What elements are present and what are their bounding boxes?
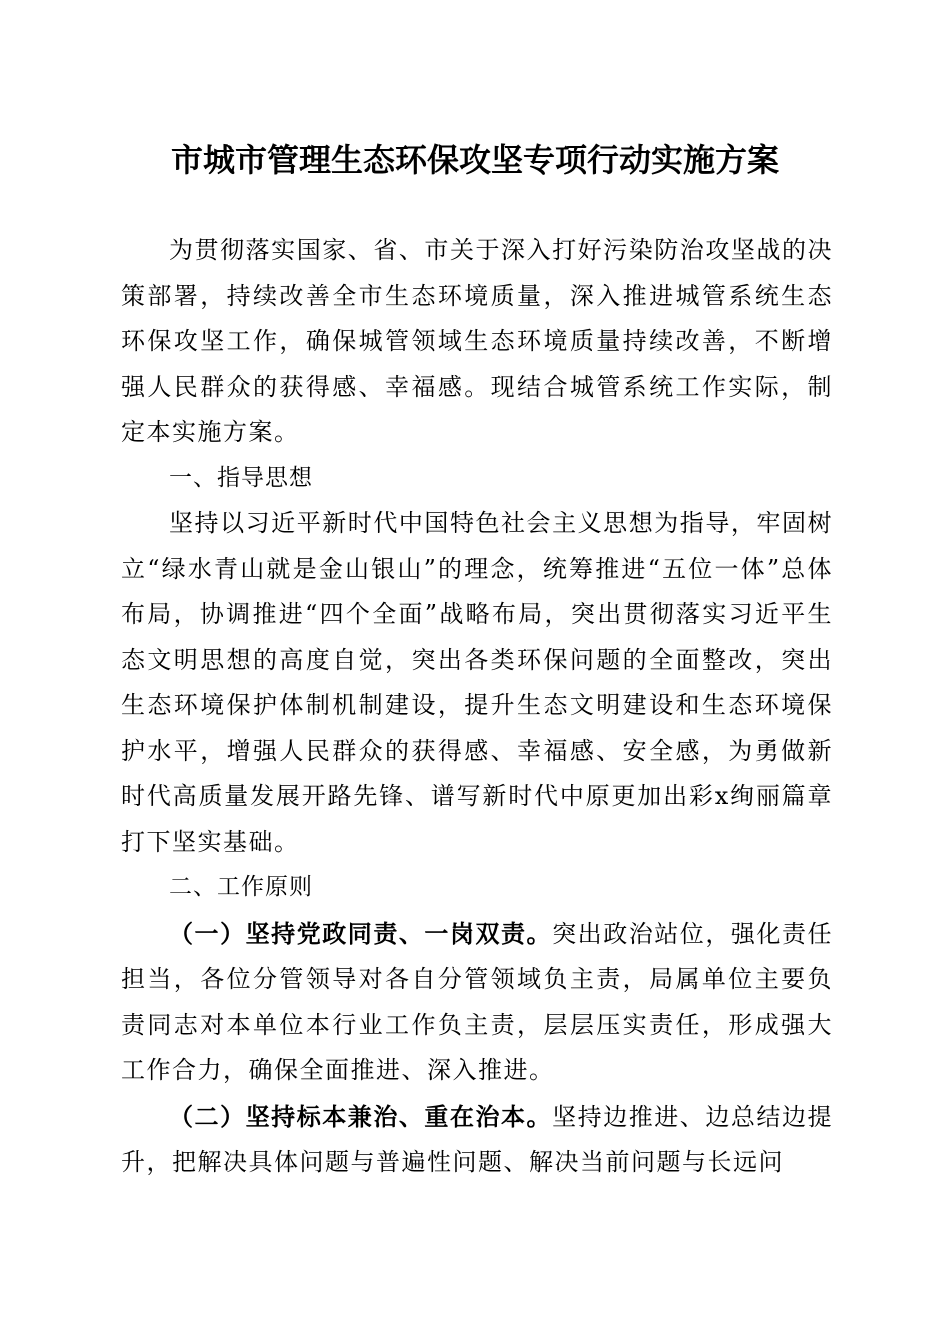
section-heading-work-principles: 二、工作原则 xyxy=(169,874,313,900)
intro-paragraph: 为贯彻落实国家、省、市关于深入打好污染防治攻坚战的决策部署，持续改善全市生态环境质量，深入推进城管系统生态环保攻坚工作，确保城管领域生态环境质量持续改善，不断增强人民群众的获得感、幸福感。现结合城管系统工作实际，制定本实施方案。 xyxy=(121,236,833,446)
principle-paragraph-2 xyxy=(121,1094,833,1186)
document-body xyxy=(121,228,833,1186)
section-heading-guiding-ideology: 一、指导思想 xyxy=(169,464,313,491)
principle-2-text: 坚持边推进、边总结边提升，把解决具体问题与普遍性问题、解决当前问题与长远问 xyxy=(121,1102,834,1176)
document-title: 市城市管理生态环保攻坚专项行动实施方案 xyxy=(170,141,779,179)
principle-paragraph-1 xyxy=(121,911,833,1094)
principle-1-lead: （一）坚持党政同责、一岗双责。 xyxy=(169,918,553,948)
principle-2-lead: （二）坚持标本兼治、重在治本。 xyxy=(169,1101,553,1131)
principle-1-text: 突出政治站位，强化责任担当，各位分管领导对各自分管领域负主责，局属单位主要负责同志对本单位本行业工作负主责，层层压实责任，形成强大工作合力，确保全面推进、深入推进。 xyxy=(121,919,834,1084)
guiding-ideology-paragraph: 坚持以习近平新时代中国特色社会主义思想为指导，牢固树立“绿水青山就是金山银山”的理念，统筹推进“五位一体”总体布局，协调推进“四个全面”战略布局，突出贯彻落实习近平生态文明思想的高度自觉，突出各类环保问题的全面整改，突出生态环境保护体制机制建设，提升生态文明建设和生态环境保护水平，增强人民群众的获得感、幸福感、安全感，为勇做新时代高质量发展开路先锋、谱写新时代中原更加出彩x绚丽篇章打下坚实基础。 xyxy=(121,509,833,856)
